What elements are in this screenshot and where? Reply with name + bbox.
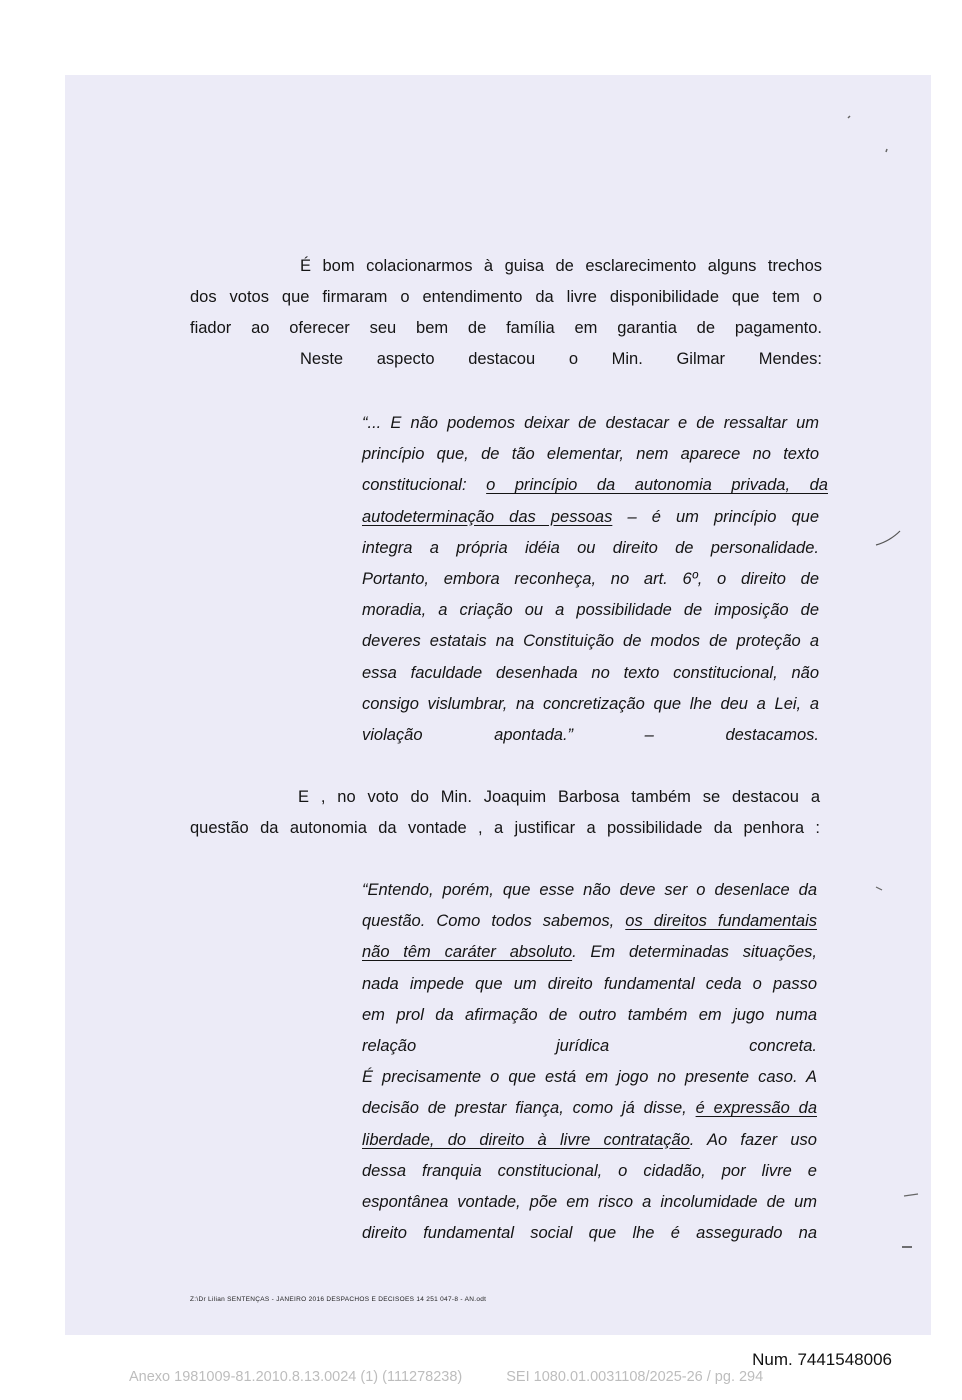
quote1-text: constitucional: <box>362 476 467 495</box>
intro-line-1: É bom colacionarmos à guisa de esclarecimento alguns trechos <box>300 257 822 275</box>
quote2-line: direito fundamental social que lhe é assegurado na <box>362 1224 817 1243</box>
mid-line-2: questão da autonomia da vontade , a justificar a possibilidade da penhora : <box>190 819 820 837</box>
quote2-text: . Em determinadas situações, <box>572 943 817 962</box>
mid-paragraph <box>190 782 820 844</box>
quote1-text: – é um princípio que <box>612 507 819 526</box>
quote2-text: decisão de prestar fiança, como já disse, <box>362 1099 696 1118</box>
quote2-text: questão. Como todos sabemos, <box>362 912 626 931</box>
quote2-line <box>362 1093 817 1124</box>
intro-line-2: dos votos que firmaram o entendimento da livre disponibilidade que tem o <box>190 288 822 306</box>
document-number: Num. 7441548006 <box>752 1350 892 1369</box>
quote2-text: . Ao fazer uso <box>689 1130 817 1149</box>
annex-stamp <box>129 1369 803 1385</box>
quote2-line: “Entendo, porém, que esse não deve ser o desenlace da <box>362 881 817 899</box>
quote-gilmar-mendes <box>362 408 828 751</box>
quote1-line: essa faculdade desenhada no texto constitucional, não <box>362 663 819 682</box>
quote1-line: “... E não podemos deixar de destacar e de ressaltar um <box>362 414 819 432</box>
quote2-line: espontânea vontade, põe em risco a incolumidade de um <box>362 1193 817 1212</box>
quote1-line <box>362 502 819 533</box>
quote2-underlined: não têm caráter absoluto <box>362 943 573 962</box>
intro-paragraph <box>190 251 822 375</box>
quote1-line: princípio que, de tão elementar, nem aparece no texto <box>362 445 819 464</box>
quote2-underlined: é expressão da <box>695 1099 817 1118</box>
quote2-line: dessa franquia constitucional, o cidadão, por livre e <box>362 1161 817 1180</box>
quote1-underlined: o princípio da autonomia privada, da <box>486 476 828 495</box>
sei-label: SEI 1080.01.0031108/2025-26 / pg. 294 <box>506 1369 764 1385</box>
quote2-line <box>362 906 817 937</box>
quote2-underlined: os direitos fundamentais <box>625 912 817 931</box>
quote1-line: moradia, a criação ou a possibilidade de imposição de <box>362 601 819 620</box>
quote2-line <box>362 937 817 968</box>
quote1-line: consigo vislumbrar, na concretização que lhe deu a Lei, a <box>362 694 819 713</box>
mid-line-1: E , no voto do Min. Joaquim Barbosa também se destacou a <box>298 788 820 806</box>
quote-joaquim-barbosa <box>362 875 817 1249</box>
quote1-line <box>362 470 828 501</box>
quote2-line <box>362 1125 817 1156</box>
intro-line-3: fiador ao oferecer seu bem de família em garantia de pagamento. <box>190 319 822 337</box>
quote2-line: É precisamente o que está em jogo no presente caso. A <box>362 1068 817 1087</box>
quote1-line: Portanto, embora reconheça, no art. 6º, o direito de <box>362 570 819 589</box>
file-path-footer: Z:\Dr Lilian SENTENÇAS - JANEIRO 2016 DESPACHOS E DECISOES 14 251 047-8 - AN.odt <box>190 1296 487 1303</box>
quote1-line: violação apontada.” – destacamos. <box>362 726 819 745</box>
quote2-line: nada impede que um direito fundamental ceda o passo <box>362 974 817 993</box>
quote2-line: relação jurídica concreta. <box>362 1037 817 1056</box>
quote1-line: deveres estatais na Constituição de modos de proteção a <box>362 632 819 651</box>
quote1-line: integra a própria idéia ou direito de personalidade. <box>362 538 819 557</box>
aspect-line: Neste aspecto destacou o Min. Gilmar Mendes: <box>300 350 822 368</box>
quote1-underlined: autodeterminação das pessoas <box>362 507 613 526</box>
annex-label: Anexo 1981009-81.2010.8.13.0024 (1) (111278238) <box>129 1369 463 1385</box>
quote2-underlined: liberdade, do direito à livre contratação <box>362 1130 690 1149</box>
quote2-line: em prol da afirmação de outro também em jugo numa <box>362 1005 817 1024</box>
